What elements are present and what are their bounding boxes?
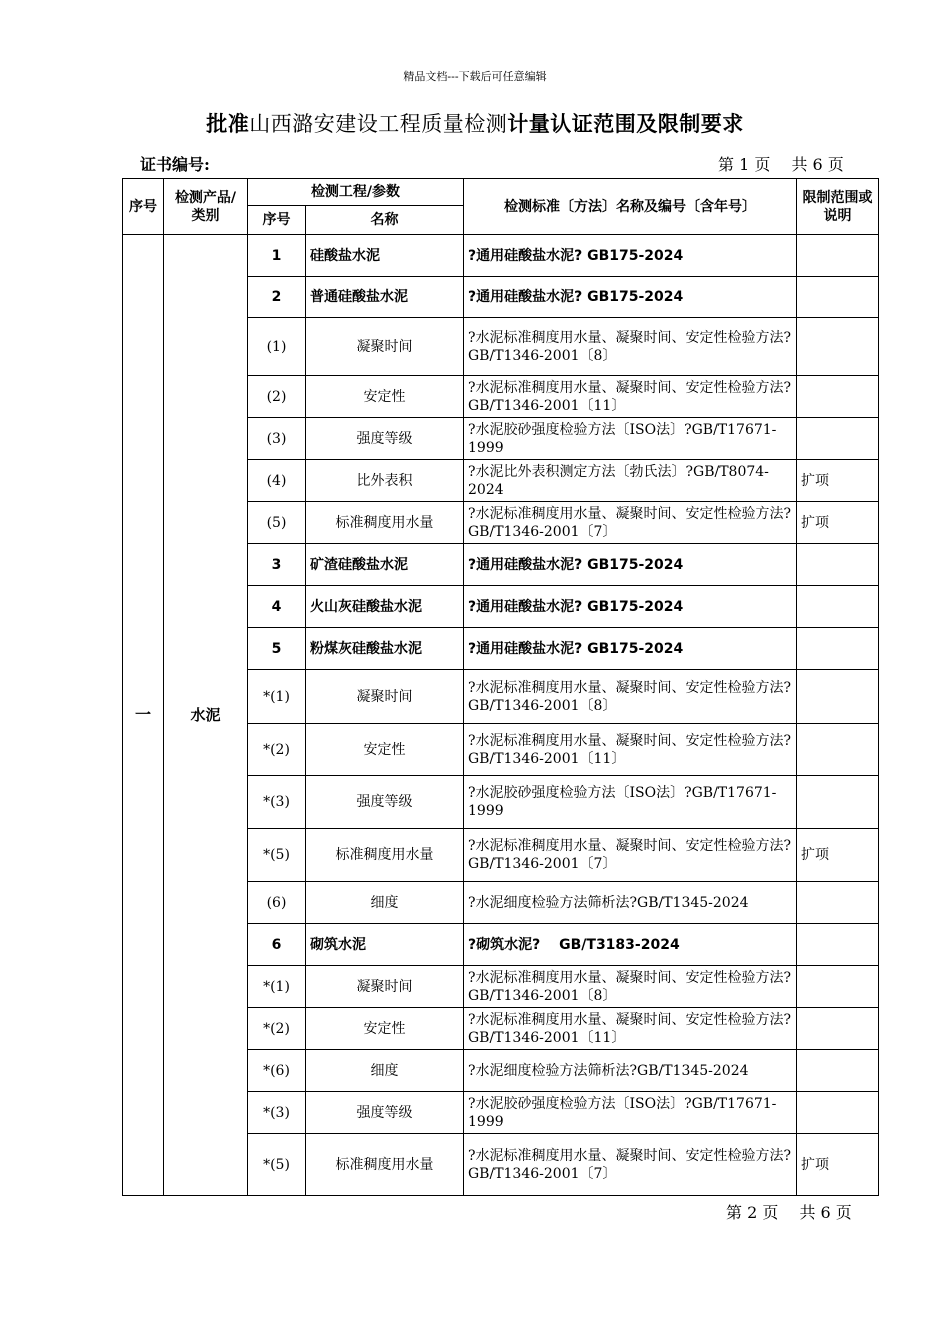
row-standard: ?水泥细度检验方法筛析法?GB/T1345-2024 xyxy=(464,1050,797,1092)
row-limit xyxy=(797,966,879,1008)
page-indicator-top: 第 1 页 共 6 页 xyxy=(718,155,844,174)
header-limit: 限制范围或说明 xyxy=(797,179,879,235)
row-limit xyxy=(797,277,879,318)
row-limit xyxy=(797,1008,879,1050)
row-name: 标准稠度用水量 xyxy=(306,1134,464,1196)
certificate-number-label: 证书编号: xyxy=(140,155,210,174)
title-prefix: 批准 xyxy=(206,111,250,136)
row-standard: ?水泥标准稠度用水量、凝聚时间、安定性检验方法?GB/T1346-2001〔11〕 xyxy=(464,724,797,776)
row-name: 凝聚时间 xyxy=(306,966,464,1008)
row-seq: 4 xyxy=(248,586,306,628)
row-seq: *(5) xyxy=(248,1134,306,1196)
row-seq: 1 xyxy=(248,235,306,277)
row-limit: 扩项 xyxy=(797,829,879,882)
header-project: 检测工程/参数 xyxy=(248,179,464,206)
row-name: 细度 xyxy=(306,1050,464,1092)
row-standard: ?水泥标准稠度用水量、凝聚时间、安定性检验方法?GB/T1346-2001〔8〕 xyxy=(464,318,797,376)
row-seq: (4) xyxy=(248,460,306,502)
row-name: 强度等级 xyxy=(306,1092,464,1134)
header-standard: 检测标准〔方法〕名称及编号〔含年号〕 xyxy=(464,179,797,235)
row-limit xyxy=(797,1050,879,1092)
row-seq: *(1) xyxy=(248,670,306,724)
top-note: 精品文档---下载后可任意编辑 xyxy=(403,70,547,83)
row-limit xyxy=(797,724,879,776)
page-indicator-bottom: 第 2 页 共 6 页 xyxy=(726,1203,852,1222)
header-product: 检测产品/类别 xyxy=(164,179,248,235)
row-seq: (3) xyxy=(248,418,306,460)
row-limit xyxy=(797,235,879,277)
row-standard: ?水泥标准稠度用水量、凝聚时间、安定性检验方法?GB/T1346-2001〔11〕 xyxy=(464,1008,797,1050)
row-seq: *(2) xyxy=(248,724,306,776)
row-standard: ?水泥胶砂强度检验方法〔ISO法〕?GB/T17671-1999 xyxy=(464,776,797,829)
row-limit xyxy=(797,882,879,924)
row-standard: ?通用硅酸盐水泥? GB175-2024 xyxy=(464,235,797,277)
row-name: 细度 xyxy=(306,882,464,924)
header-sub-seq: 序号 xyxy=(248,206,306,235)
scope-table xyxy=(122,178,879,1196)
row-standard: ?水泥标准稠度用水量、凝聚时间、安定性检验方法?GB/T1346-2001〔7〕 xyxy=(464,502,797,544)
row-standard: ?水泥比外表积测定方法〔勃氏法〕?GB/T8074-2024 xyxy=(464,460,797,502)
row-standard: ?水泥标准稠度用水量、凝聚时间、安定性检验方法?GB/T1346-2001〔7〕 xyxy=(464,1134,797,1196)
row-seq: (6) xyxy=(248,882,306,924)
row-standard: ?通用硅酸盐水泥? GB175-2024 xyxy=(464,586,797,628)
row-standard: ?水泥标准稠度用水量、凝聚时间、安定性检验方法?GB/T1346-2001〔11〕 xyxy=(464,376,797,418)
row-name: 比外表积 xyxy=(306,460,464,502)
row-name: 矿渣硅酸盐水泥 xyxy=(306,544,464,586)
row-limit xyxy=(797,586,879,628)
header-seq: 序号 xyxy=(123,179,164,235)
title-org: 山西潞安建设工程质量检测 xyxy=(249,112,508,136)
row-seq: (2) xyxy=(248,376,306,418)
row-limit: 扩项 xyxy=(797,460,879,502)
row-name: 安定性 xyxy=(306,724,464,776)
row-name: 标准稠度用水量 xyxy=(306,829,464,882)
row-seq: *(3) xyxy=(248,776,306,829)
row-seq: *(3) xyxy=(248,1092,306,1134)
row-standard: ?通用硅酸盐水泥? GB175-2024 xyxy=(464,628,797,670)
row-limit xyxy=(797,670,879,724)
row-name: 强度等级 xyxy=(306,418,464,460)
row-limit xyxy=(797,924,879,966)
row-limit: 扩项 xyxy=(797,502,879,544)
row-limit xyxy=(797,318,879,376)
row-seq: *(6) xyxy=(248,1050,306,1092)
row-name: 普通硅酸盐水泥 xyxy=(306,277,464,318)
row-standard: ?水泥标准稠度用水量、凝聚时间、安定性检验方法?GB/T1346-2001〔7〕 xyxy=(464,829,797,882)
row-seq: 5 xyxy=(248,628,306,670)
row-standard: ?砌筑水泥? GB/T3183-2024 xyxy=(464,924,797,966)
row-name: 标准稠度用水量 xyxy=(306,502,464,544)
row-seq: 3 xyxy=(248,544,306,586)
document-title xyxy=(0,108,950,138)
row-name: 粉煤灰硅酸盐水泥 xyxy=(306,628,464,670)
header-sub-name: 名称 xyxy=(306,206,464,235)
row-standard: ?水泥细度检验方法筛析法?GB/T1345-2024 xyxy=(464,882,797,924)
title-suffix: 计量认证范围及限制要求 xyxy=(507,111,744,136)
row-name: 安定性 xyxy=(306,376,464,418)
row-standard: ?水泥标准稠度用水量、凝聚时间、安定性检验方法?GB/T1346-2001〔8〕 xyxy=(464,670,797,724)
row-limit xyxy=(797,776,879,829)
row-seq: *(1) xyxy=(248,966,306,1008)
row-limit xyxy=(797,544,879,586)
row-name: 凝聚时间 xyxy=(306,670,464,724)
row-name: 强度等级 xyxy=(306,776,464,829)
row-limit xyxy=(797,628,879,670)
row-seq: 2 xyxy=(248,277,306,318)
row-name: 砌筑水泥 xyxy=(306,924,464,966)
row-limit xyxy=(797,376,879,418)
row-name: 硅酸盐水泥 xyxy=(306,235,464,277)
row-standard: ?水泥标准稠度用水量、凝聚时间、安定性检验方法?GB/T1346-2001〔8〕 xyxy=(464,966,797,1008)
row-name: 凝聚时间 xyxy=(306,318,464,376)
row-limit xyxy=(797,1092,879,1134)
row-standard: ?通用硅酸盐水泥? GB175-2024 xyxy=(464,277,797,318)
row-name: 火山灰硅酸盐水泥 xyxy=(306,586,464,628)
row-standard: ?通用硅酸盐水泥? GB175-2024 xyxy=(464,544,797,586)
group-seq: 一 xyxy=(123,235,164,1196)
row-limit: 扩项 xyxy=(797,1134,879,1196)
group-product: 水泥 xyxy=(164,235,248,1196)
row-seq: (1) xyxy=(248,318,306,376)
table-row xyxy=(123,235,879,277)
row-seq: *(2) xyxy=(248,1008,306,1050)
row-seq: (5) xyxy=(248,502,306,544)
row-standard: ?水泥胶砂强度检验方法〔ISO法〕?GB/T17671-1999 xyxy=(464,418,797,460)
row-name: 安定性 xyxy=(306,1008,464,1050)
row-seq: *(5) xyxy=(248,829,306,882)
row-limit xyxy=(797,418,879,460)
row-standard: ?水泥胶砂强度检验方法〔ISO法〕?GB/T17671-1999 xyxy=(464,1092,797,1134)
row-seq: 6 xyxy=(248,924,306,966)
